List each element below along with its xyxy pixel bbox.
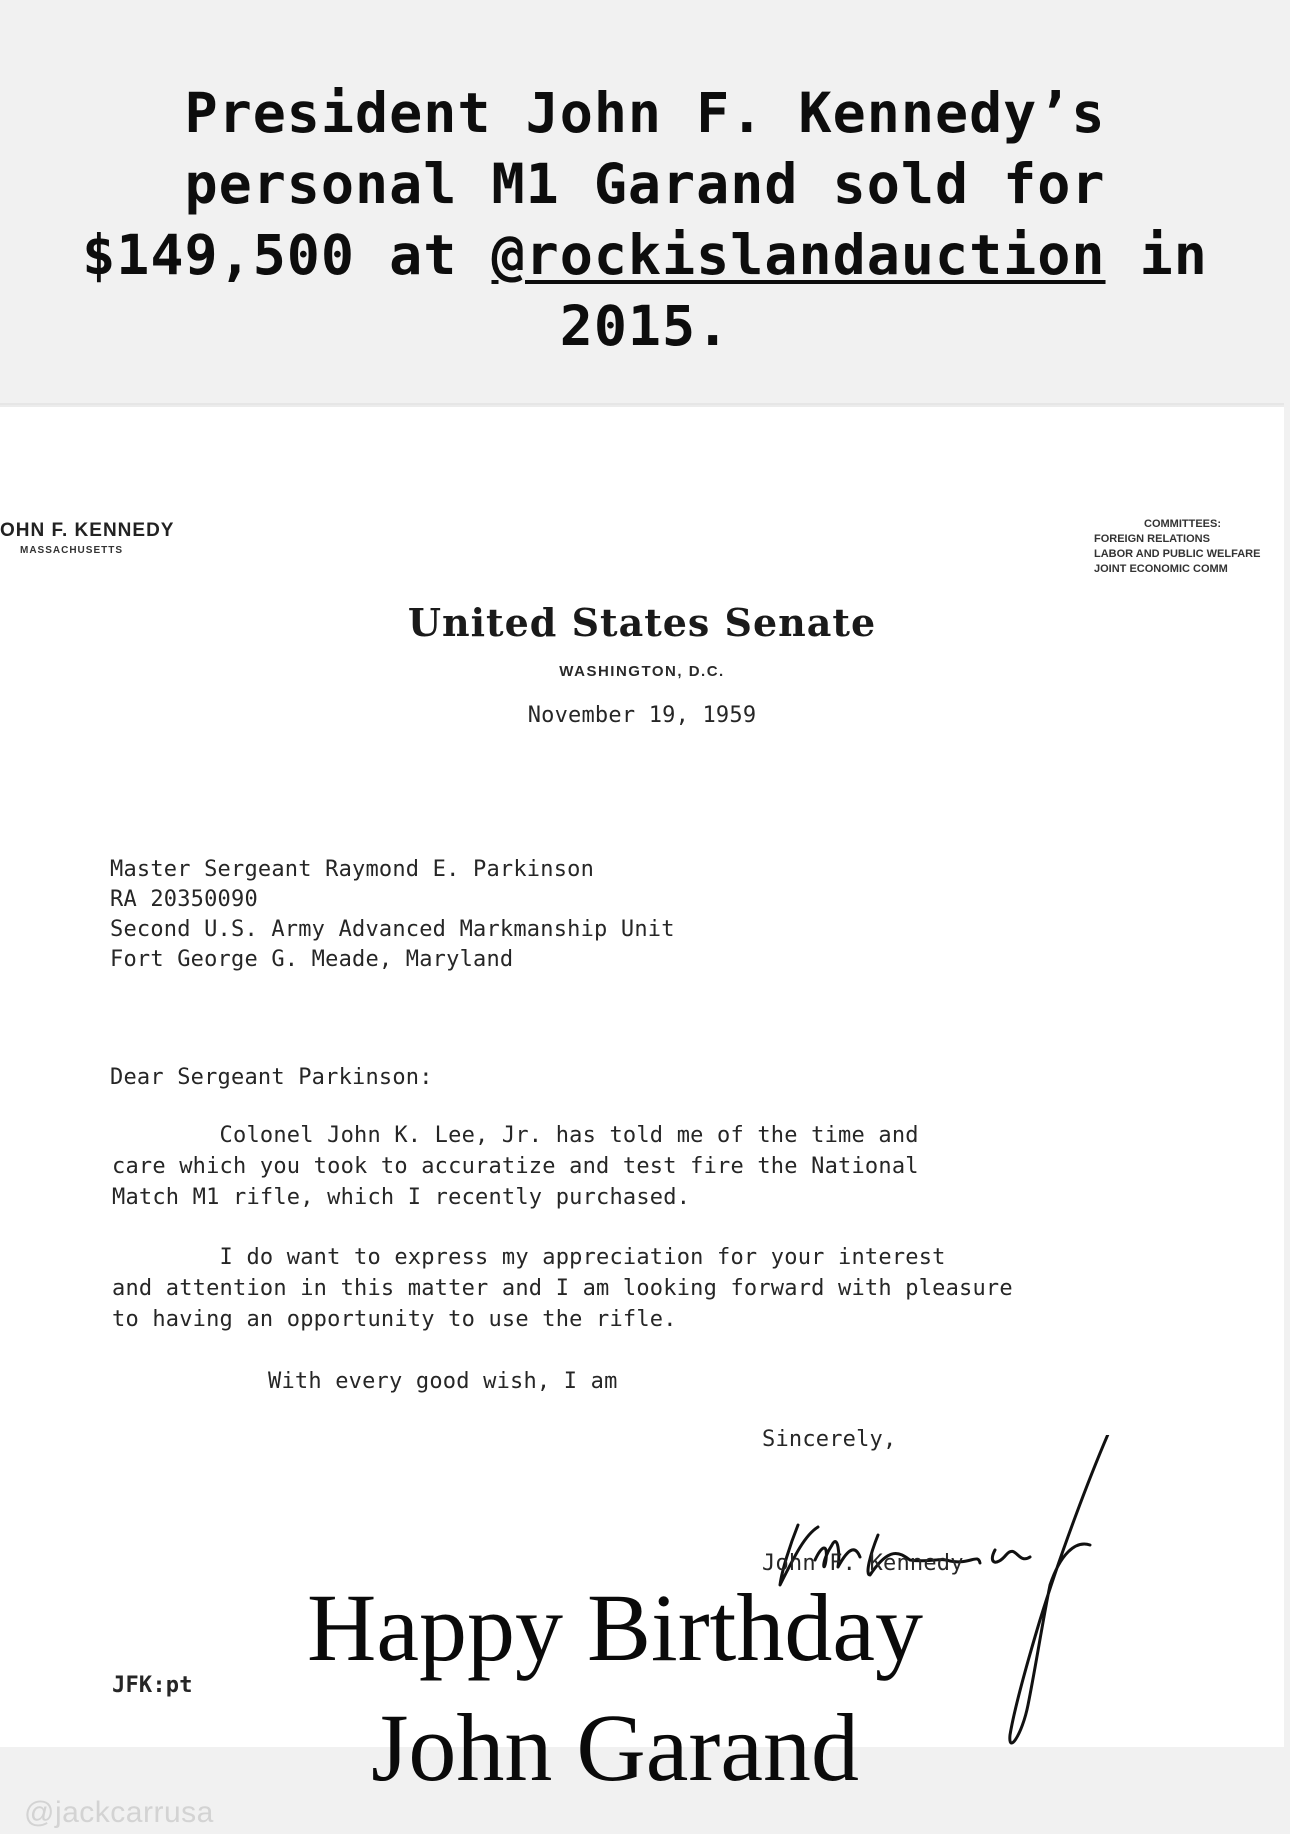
signature-stroke bbox=[992, 1550, 1030, 1562]
letterhead-sender-name: OHN F. KENNEDY bbox=[0, 520, 175, 541]
headline-caption bbox=[60, 78, 1230, 362]
letter-paragraph-2 bbox=[112, 1242, 1013, 1335]
paragraph-line: care which you took to accuratize and test fire the National bbox=[112, 1154, 919, 1179]
address-line: Fort George G. Meade, Maryland bbox=[110, 947, 514, 972]
senate-letter-image bbox=[0, 405, 1284, 1747]
letterhead-committees bbox=[1094, 517, 1284, 577]
account-watermark: @jackcarrusa bbox=[24, 1796, 214, 1829]
birthday-overlay-text bbox=[200, 1568, 1030, 1808]
letterhead-sender-state: MASSACHUSETTS bbox=[20, 545, 124, 556]
auction-handle-link[interactable]: @rockislandauction bbox=[491, 223, 1106, 287]
headline-text-start: President John F. Kennedy’s personal M1 Garand sold for $149,500 at bbox=[82, 81, 1106, 287]
committees-heading: COMMITTEES: bbox=[1144, 518, 1221, 530]
recipient-address bbox=[110, 855, 675, 975]
letter-paragraph-1 bbox=[112, 1120, 919, 1213]
address-line: Master Sergeant Raymond E. Parkinson bbox=[110, 857, 595, 882]
committee-item: JOINT ECONOMIC COMM bbox=[1094, 563, 1228, 575]
letterhead-city: WASHINGTON, D.C. bbox=[559, 663, 725, 680]
committee-item: FOREIGN RELATIONS bbox=[1094, 533, 1210, 545]
birthday-line-1: Happy Birthday bbox=[307, 1574, 923, 1681]
address-line: RA 20350090 bbox=[110, 887, 258, 912]
birthday-line-2: John Garand bbox=[371, 1694, 859, 1801]
paragraph-line: to having an opportunity to use the rifle. bbox=[112, 1307, 677, 1332]
headline-text-end: in 2015. bbox=[559, 223, 1208, 358]
letterhead-title: United States Senate bbox=[407, 600, 877, 645]
letter-paragraph-3: With every good wish, I am bbox=[268, 1369, 618, 1394]
address-line: Second U.S. Army Advanced Markmanship Unit bbox=[110, 917, 675, 942]
paragraph-line: I do want to express my appreciation for your interest bbox=[112, 1245, 946, 1270]
letter-salutation: Dear Sergeant Parkinson: bbox=[110, 1065, 433, 1090]
typed-signature-name: John F. Kennedy bbox=[762, 1551, 964, 1576]
paragraph-line: Colonel John K. Lee, Jr. has told me of the time and bbox=[112, 1123, 919, 1148]
paragraph-line: Match M1 rifle, which I recently purchased. bbox=[112, 1185, 691, 1210]
paragraph-line: and attention in this matter and I am looking forward with pleasure bbox=[112, 1276, 1013, 1301]
committee-item: LABOR AND PUBLIC WELFARE bbox=[1094, 548, 1261, 560]
letter-date: November 19, 1959 bbox=[527, 703, 757, 728]
typist-initials: JFK:pt bbox=[112, 1673, 193, 1698]
letter-top-edge bbox=[0, 405, 1284, 407]
letter-closing: Sincerely, bbox=[762, 1427, 897, 1452]
